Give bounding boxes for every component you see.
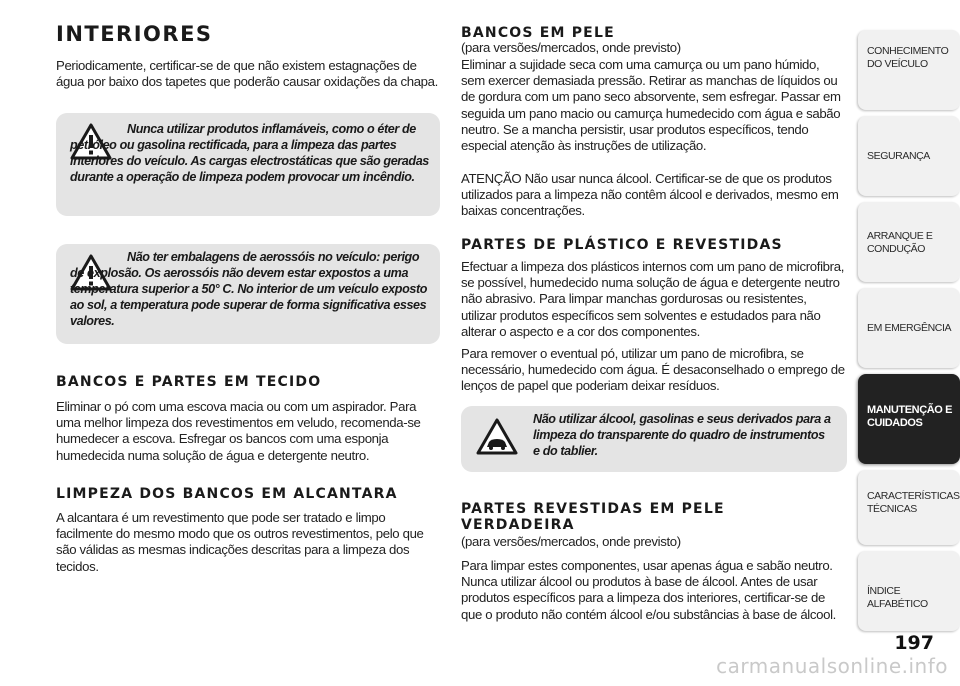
leather-heading: BANCOS EM PELE [461,25,615,41]
tab-label: EM EMERGÊNCIA [867,322,952,334]
tab-maintenance[interactable] [858,374,960,464]
alcantara-heading: LIMPEZA DOS BANCOS EM ALCANTARA [56,486,398,502]
leather-paragraph: Eliminar a sujidade seca com uma camurça ou um pano húmido, sem exercer demasiada pressão. Retirar as manchas de líquidos ou de gordura com um pano seco absorvente, sem esfregar. Passar em seguida um pano macio ou camurça humedecido com água e sabão neutro. Se a mancha persistir, usar produtos específicos, tendo especial atenção às instruções de utilização. [461,57,841,154]
tab-label: SEGURANÇA [867,150,930,162]
intro-paragraph: Periodicamente, certificar-se de que não existem estagnações de água por baixo dos tapetes que poderão causar oxidações da chapa. [56,58,438,90]
fabric-paragraph: Eliminar o pó com uma escova macia ou com um aspirador. Para uma melhor limpeza dos revestimentos em veludo, recomenda-se humedecer a escova. Esfregar os bancos com uma esponja humedecida numa solução de água e detergente neutro. [56,399,421,463]
watermark: carmanualsonline.info [716,654,948,678]
tab-label: ÍNDICE ALFABÉTICO [867,585,928,610]
real-leather-heading: PARTES REVESTIDAS EM PELE VERDADEIRA [461,501,725,533]
tab-technical-specs[interactable] [858,470,960,545]
attention-paragraph: ATENÇÃO Não usar nunca álcool. Certificar-se de que os produtos utilizados para a limpeza não contêm álcool e derivados, mesmo em baixas concentrações. [461,171,839,219]
tab-vehicle-knowledge[interactable] [858,30,960,110]
page-number: 197 [894,632,934,654]
plastic-paragraph-1: Efectuar a limpeza dos plásticos internos com um pano de microfibra, se possível, humedecido numa solução de água e detergente neutro não abrasivo. Para limpar manchas gordurosas ou resistentes, utilizar produtos específicos sem solventes e estudados para não alterar o aspecto e a cor dos componentes. [461,259,845,339]
real-leather-note: (para versões/mercados, onde previsto) [461,534,681,549]
fabric-heading: BANCOS E PARTES EM TECIDO [56,374,322,390]
tab-emergency[interactable] [858,288,960,368]
warning-box-dashboard [461,406,847,472]
warning-box-aerosol [56,244,440,344]
plastic-paragraph-2: Para remover o eventual pó, utilizar um pano de microfibra, se necessário, humedecido com água. É desaconselhado o emprego de lenços de papel que poderiam deixar resíduos. [461,346,845,394]
chapter-sidebar [858,0,960,686]
warning-text-dashboard: Não utilizar álcool, gasolinas e seus derivados para a limpeza do transparente do quadro de instrumentos e do tablier. [533,412,831,458]
alcantara-paragraph: A alcantara é um revestimento que pode ser tratado e limpo facilmente do mesmo modo que os outros revestimentos, pelo que são válidas as mesmas indicações descritas para a limpeza dos tecidos. [56,510,424,574]
tab-index[interactable] [858,551,960,631]
tab-starting-driving[interactable] [858,202,960,282]
warning-text-flammable: Nunca utilizar produtos inflamáveis, como o éter de petróleo ou gasolina rectificada, para a limpeza das partes interiores do veículo. As cargas electrostáticas que são geradas durante a operação de limpeza podem provocar um incêndio. [70,122,429,184]
warning-box-flammable [56,113,440,216]
leather-note: (para versões/mercados, onde previsto) [461,40,681,55]
tab-label: MANUTENÇÃO E CUIDADOS [867,404,953,429]
real-leather-paragraph: Para limpar estes componentes, usar apenas água e sabão neutro. Nunca utilizar álcool ou produtos à base de álcool. Antes de usar produtos específicos para a limpeza dos interiores, certificar-se de que o produto não contém álcool e/ou substâncias à base de álcool. [461,558,836,622]
tab-label: CONHECIMENTO DO VEÍCULO [867,45,949,70]
tab-label: ARRANQUE E CONDUÇÃO [867,230,933,255]
warning-text-aerosol: Não ter embalagens de aerossóis no veículo: perigo de explosão. Os aerossóis não devem estar expostos a uma temperatura superior a 50° C. No interior de um veículo exposto ao sol, a temperatura pode superar de forma significativa esses valores. [70,250,428,328]
plastic-heading: PARTES DE PLÁSTICO E REVESTIDAS [461,237,783,253]
tab-safety[interactable] [858,116,960,196]
car-care-warning-icon [476,418,518,455]
page-title: INTERIORES [56,22,213,46]
tab-label: CARACTERÍSTICAS TÉCNICAS [867,490,960,515]
